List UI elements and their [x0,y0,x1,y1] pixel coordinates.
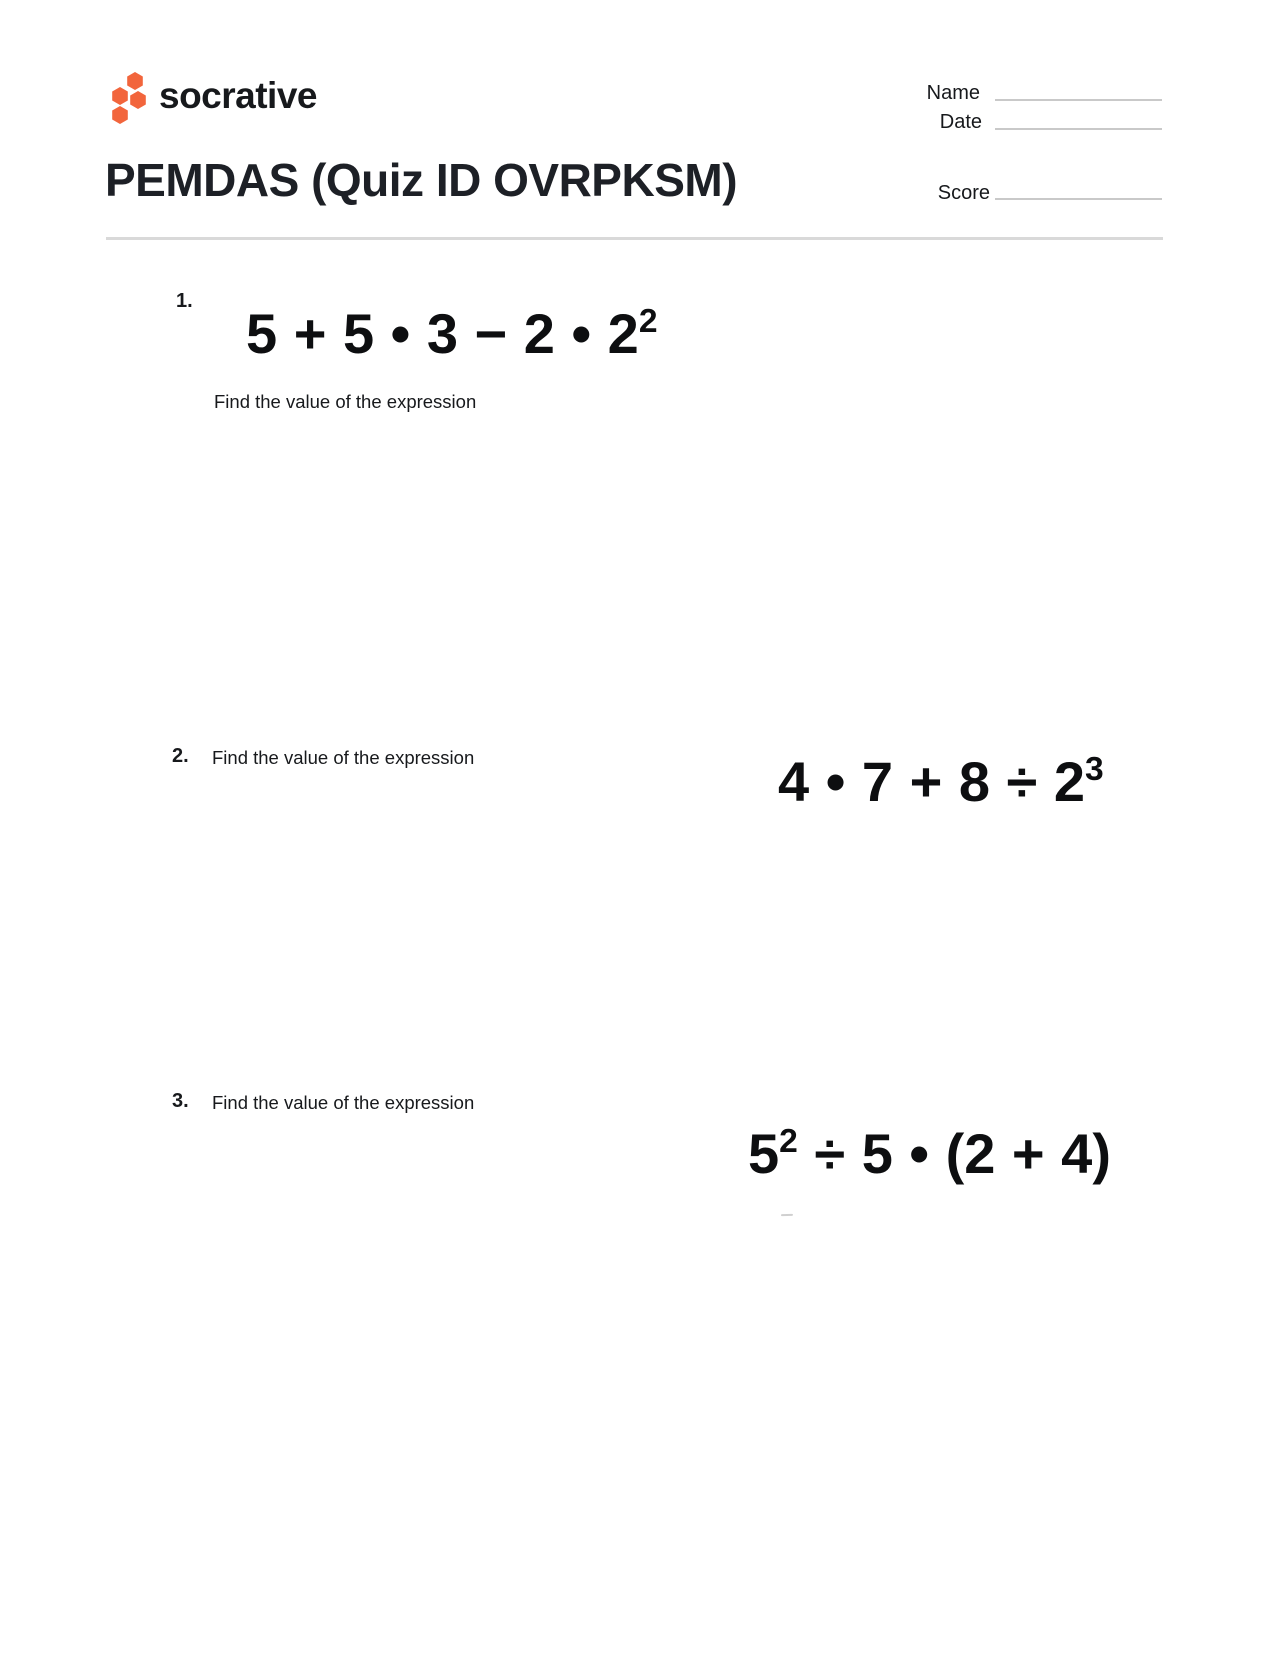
socrative-logo [106,70,317,128]
name-label: Name [926,82,980,104]
header-divider [106,237,1163,240]
question-1-number: 1. [176,290,193,312]
socrative-wordmark: socrative [159,75,317,116]
hexagon-cluster-icon [106,70,148,128]
question-1-prompt: Find the value of the expression [214,391,477,412]
score-write-line [995,198,1162,200]
question-2-expression: 4 • $7 + 8 \div 2^3$ [778,750,1104,813]
question-3-expression: $5^2 \div 5$ • (2 + 4) [748,1122,1111,1185]
quiz-title: PEMDAS (Quiz ID OVRPKSM) [105,154,738,206]
score-label: Score [937,182,990,204]
question-1-expression: 5 + 5 • 3 − 2 • $2^2$ [246,302,658,365]
date-label: Date [939,111,982,133]
question-2-number: 2. [172,745,189,767]
question-3-prompt: Find the value of the expression [212,1092,475,1113]
question-2-prompt: Find the value of the expression [212,747,475,768]
date-write-line [995,128,1162,130]
scan-artifact-mark [781,1214,793,1216]
name-write-line [995,99,1162,101]
question-3-number: 3. [172,1090,189,1112]
